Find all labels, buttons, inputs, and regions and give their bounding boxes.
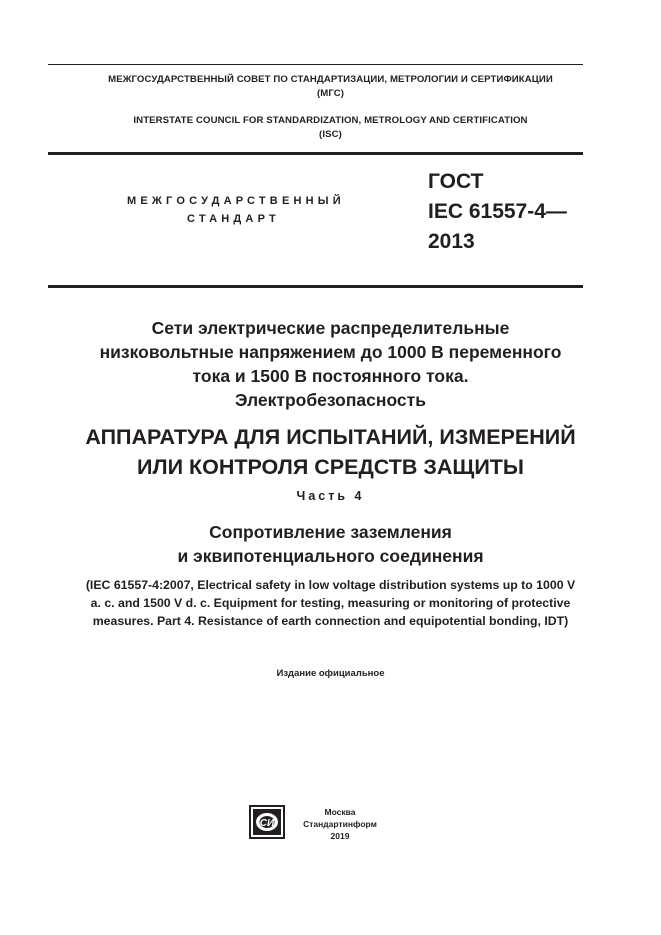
part-label: Часть 4 <box>296 489 365 503</box>
standartinform-logo-icon <box>249 805 285 839</box>
standard-type-line-2: СТАНДАРТ <box>187 213 280 225</box>
main-title <box>0 422 661 482</box>
main-title-line: ИЛИ КОНТРОЛЯ СРЕДСТВ ЗАЩИТЫ <box>137 455 524 479</box>
publisher-name: Стандартинформ <box>303 819 377 829</box>
logo-text: СИ <box>259 818 275 829</box>
standard-code <box>428 167 567 257</box>
iec-reference-line: (IEC 61557-4:2007, Electrical safety in low voltage distribution systems up to 1000 V <box>85 578 576 592</box>
publisher-year: 2019 <box>330 831 350 841</box>
subtitle-line: тока и 1500 В постоянного тока. <box>192 366 469 386</box>
subtitle-line: Сети электрические распределительные <box>151 318 510 338</box>
publisher-logo <box>249 805 285 839</box>
part-title <box>0 520 661 568</box>
edition-note: Издание официальное <box>276 668 385 679</box>
part-title-line: Сопротивление заземления <box>209 522 452 542</box>
header-thick-rule <box>48 152 583 155</box>
subtitle <box>0 316 661 412</box>
standard-code-line-1: ГОСТ <box>428 170 484 193</box>
top-rule <box>48 64 583 65</box>
publisher-imprint <box>300 806 380 842</box>
standard-code-line-3: 2013 <box>428 230 475 253</box>
main-title-line: АППАРАТУРА ДЛЯ ИСПЫТАНИЙ, ИЗМЕРЕНИЙ <box>85 425 576 449</box>
code-thick-rule <box>48 285 583 288</box>
standard-code-line-2: IEC 61557-4— <box>428 200 567 223</box>
council-ru-line-1: МЕЖГОСУДАРСТВЕННЫЙ СОВЕТ ПО СТАНДАРТИЗАЦИИ, МЕТРОЛОГИИ И СЕРТИФИКАЦИИ <box>108 74 553 85</box>
part-title-line: и эквипотенциального соединения <box>177 546 484 566</box>
council-ru-line-2: (МГС) <box>316 88 345 99</box>
council-en-line-1: INTERSTATE COUNCIL FOR STANDARDIZATION, METROLOGY AND CERTIFICATION <box>133 115 528 126</box>
iec-reference-line: a. c. and 1500 V d. c. Equipment for testing, measuring or monitoring of protective <box>90 596 571 610</box>
council-en-line-2: (ISC) <box>319 129 342 140</box>
standard-type-line-1: МЕЖГОСУДАРСТВЕННЫЙ <box>127 195 345 207</box>
subtitle-line: низковольтные напряжением до 1000 В переменного <box>99 342 562 362</box>
iec-reference <box>0 576 661 630</box>
subtitle-line: Электробезопасность <box>235 390 426 410</box>
iec-reference-line: measures. Part 4. Resistance of earth connection and equipotential bonding, IDT) <box>92 614 569 628</box>
publisher-city: Москва <box>324 807 356 817</box>
